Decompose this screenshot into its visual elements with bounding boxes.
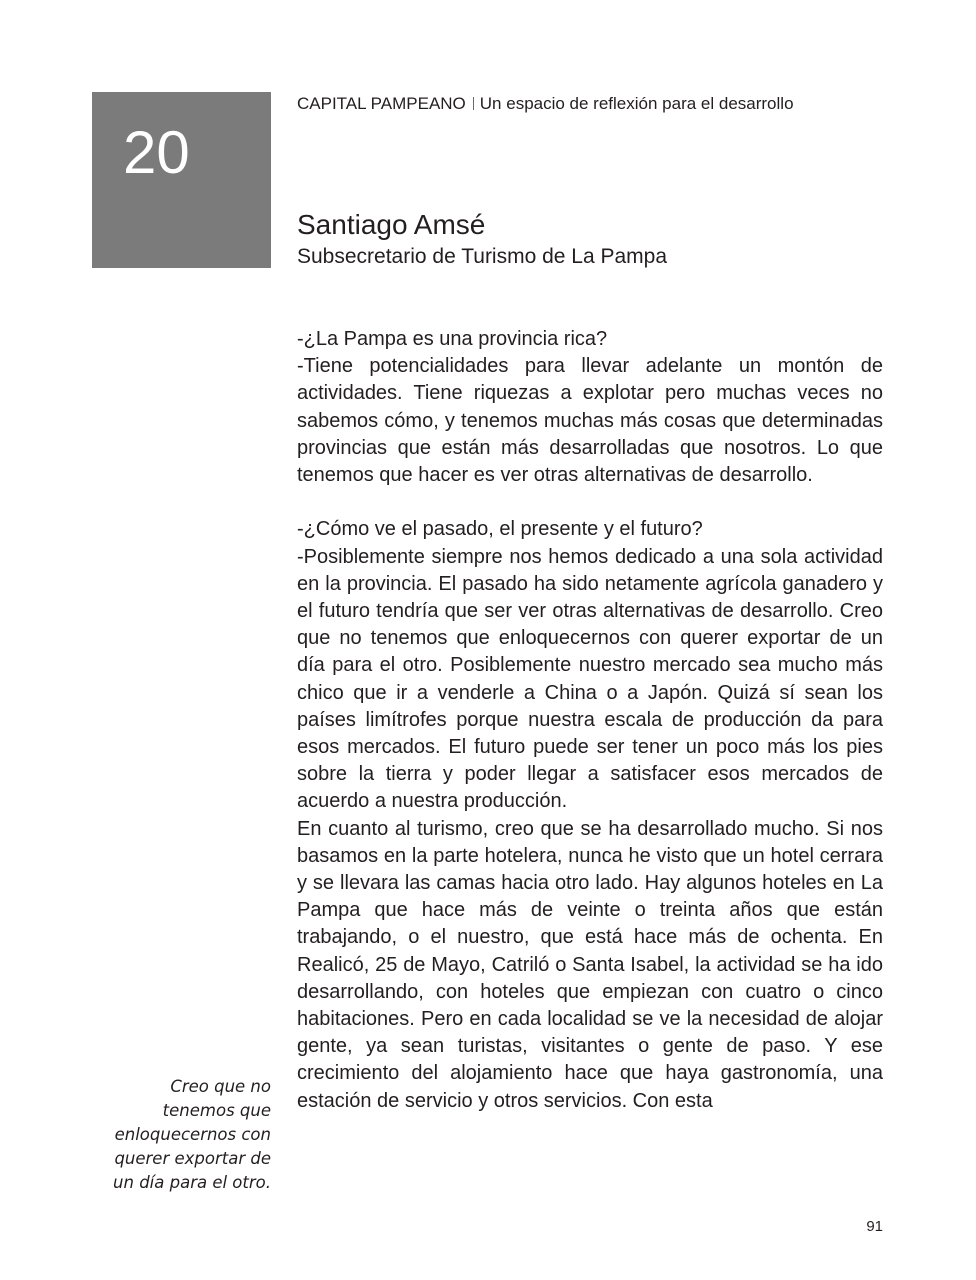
paragraph-gap <box>297 489 883 516</box>
chapter-number-box <box>92 92 271 268</box>
pull-quote-line: querer exportar de <box>114 1149 271 1168</box>
publication-title: CAPITAL PAMPEANO <box>297 94 466 113</box>
pull-quote-line: Creo que no <box>170 1077 271 1096</box>
pull-quote-line: enloquecernos con <box>114 1125 271 1144</box>
page-number: 91 <box>866 1218 883 1235</box>
pull-quote <box>100 1075 271 1195</box>
answer-2-continuation: En cuanto al turismo, creo que se ha desarrollado mucho. Si nos basamos en la parte hotelera, nunca he visto que un hotel cerrara y se llevara las camas hacia otro lado. Hay algunos hoteles en La Pampa que hace más de veinte o treinta años que están trabajando, o el nuestro, que está hace más de ochenta. En Realicó, 25 de Mayo, Catriló o Santa Isabel, la actividad se ha ido desarrollando, con hoteles que empiezan con cuatro o cinco habitaciones. Pero en cada localidad se ve la necesidad de alojar gente, ya sean turistas, visitantes o gente de paso. Y ese crecimiento del alojamiento hace que haya gastronomía, una estación de servicio y otros servicios. Con esta <box>297 817 883 1112</box>
pull-quote-line: un día para el otro. <box>113 1173 271 1192</box>
answer-2: -Posiblemente siempre nos hemos dedicado a una sola actividad en la provincia. El pasado ha sido netamente agrícola ganadero y el futuro tendría que ser ver otras alternativas de desarrollo. Creo que no tenemos que enloquecernos con querer exportar de un día para el otro. Posiblemente nuestro mercado sea mucho más chico que ir a venderle a China o a Japón. Quizá sí sean los países limítrofes porque nuestra escala de producción da para esos mercados. El futuro puede ser tener un poco más los pies sobre la tierra y poder llegar a satisfacer esos mercados de acuerdo a nuestra producción. <box>297 545 883 813</box>
interview-body <box>297 326 883 1115</box>
question-1: -¿La Pampa es una provincia rica? <box>297 328 608 350</box>
pull-quote-line: tenemos que <box>162 1101 271 1120</box>
publication-subtitle: Un espacio de reflexión para el desarrollo <box>479 94 794 113</box>
running-header <box>297 93 794 115</box>
header-separator <box>473 97 474 110</box>
interviewee-name: Santiago Amsé <box>297 209 486 240</box>
question-2: -¿Cómo ve el pasado, el presente y el futuro? <box>297 518 703 541</box>
chapter-number: 20 <box>123 119 190 186</box>
answer-1: -Tiene potencialidades para llevar adelante un montón de actividades. Tiene riquezas a explotar pero muchas veces no sabemos cómo, y tenemos muchas más cosas que determinadas provincias que están más desarrolladas que nosotros. Lo que tenemos que hacer es ver otras alternativas de desarrollo. <box>297 355 883 487</box>
interviewee-role: Subsecretario de Turismo de La Pampa <box>297 245 668 268</box>
